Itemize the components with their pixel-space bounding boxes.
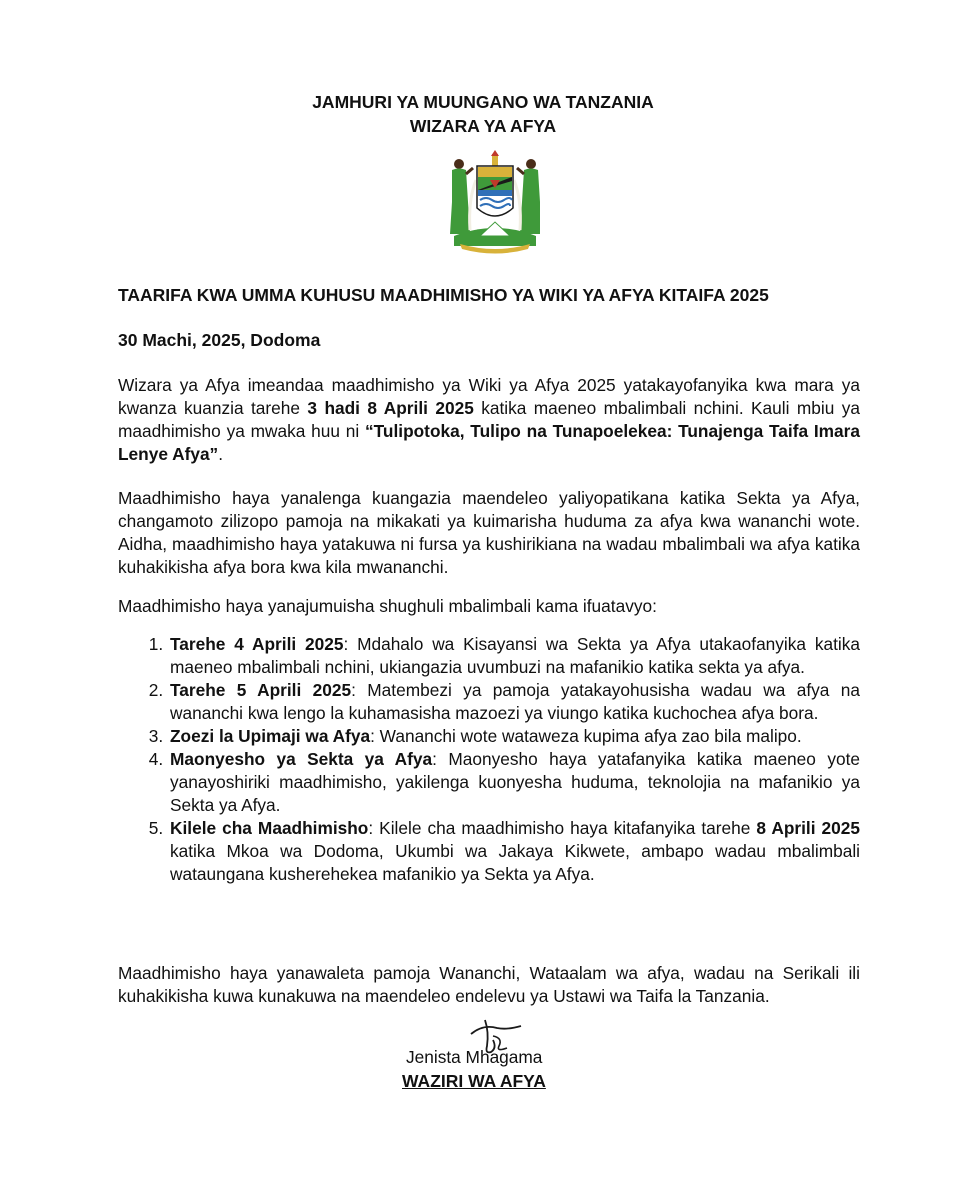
activity-text: : Mdahalo wa Kisayansi wa Sekta ya Afya utakaofanyika katika maeneo mbalimbali nchini, ukiangazia uvumbuzi na mafanikio katika sekta ya afya. — [170, 634, 860, 677]
intro-dates: 3 hadi 8 Aprili 2025 — [307, 398, 474, 418]
list-item — [168, 817, 860, 886]
paragraph-intro — [118, 374, 860, 466]
activity-text: : Wananchi wote wataweza kupima afya zao bila malipo. — [370, 726, 802, 746]
notice-date: 30 Machi, 2025, Dodoma — [118, 330, 321, 350]
signatory-name: Jenista Mhagama — [406, 1047, 543, 1067]
activity-date: 8 Aprili 2025 — [756, 818, 860, 838]
activity-label: Tarehe 4 Aprili 2025 — [170, 634, 344, 654]
activity-label: Tarehe 5 Aprili 2025 — [170, 680, 352, 700]
activity-text: : Kilele cha maadhimisho haya kitafanyika tarehe — [368, 818, 757, 838]
intro-text-3: . — [218, 444, 224, 464]
country-heading: JAMHURI YA MUUNGANO WA TANZANIA — [312, 92, 654, 112]
activities-list — [118, 633, 860, 886]
list-item — [168, 633, 860, 679]
list-item — [168, 725, 860, 748]
activity-text: : Matembezi ya pamoja yatakayohusisha wadau wa afya na wananchi kwa lengo la kuhamasisha mazoezi ya viungo katika kuchochea afya bora. — [170, 680, 861, 723]
signatory-position: WAZIRI WA AFYA — [402, 1071, 546, 1091]
paragraph-closing: Maadhimisho haya yanawaleta pamoja Wananchi, Wataalam wa afya, wadau na Serikali ili kuhakikisha kuwa kunakuwa na maendeleo endelevu ya Ustawi wa Taifa la Tanzania. — [118, 963, 860, 1006]
intro-theme: “Tulipotoka, Tulipo na Tunapoelekea: Tunajenga Taifa Imara Lenye Afya” — [118, 421, 860, 464]
activity-text-cont: katika Mkoa wa Dodoma, Ukumbi wa Jakaya Kikwete, ambapo wadau mbalimbali wataungana kusherehekea mafanikio ya Sekta ya Afya. — [170, 841, 860, 884]
ministry-heading: WIZARA YA AFYA — [409, 116, 557, 136]
activity-label: Maonyesho ya Sekta ya Afya — [170, 749, 433, 769]
activity-text: : Maonyesho haya yatafanyika katika maeneo yote yanayoshiriki maadhimisho, yakilenga kuonyesha huduma, teknolojia na mafanikio ya Sekta ya Afya. — [170, 749, 860, 815]
intro-text-1: Wizara ya Afya imeandaa maadhimisho ya Wiki ya Afya 2025 yatakayofanyika kwa mara ya kwanza kuanzia tarehe — [118, 375, 860, 418]
activity-label: Kilele cha Maadhimisho — [170, 818, 369, 838]
list-item — [168, 748, 860, 817]
paragraph-activities-intro: Maadhimisho haya yanajumuisha shughuli mbalimbali kama ifuatavyo: — [118, 596, 657, 616]
paragraph-purpose: Maadhimisho haya yanalenga kuangazia maendeleo yaliyopatikana katika Sekta ya Afya, changamoto zilizopo pamoja na mikakati ya kuimarisha huduma za afya kwa wananchi wote. Aidha, maadhimisho haya yatakuwa ni fursa ya kushirikiana na wadau mbalimbali wa afya katika kuhakikisha afya bora kwa kila mwananchi. — [118, 488, 860, 577]
coat-of-arms-icon — [440, 150, 550, 254]
intro-text-2: katika maeneo mbalimbali nchini. Kauli mbiu ya maadhimisho ya mwaka huu ni — [118, 398, 861, 441]
activity-label: Zoezi la Upimaji wa Afya — [170, 726, 371, 746]
list-item — [168, 679, 860, 725]
notice-title: TAARIFA KWA UMMA KUHUSU MAADHIMISHO YA WIKI YA AFYA KITAIFA 2025 — [118, 285, 769, 305]
